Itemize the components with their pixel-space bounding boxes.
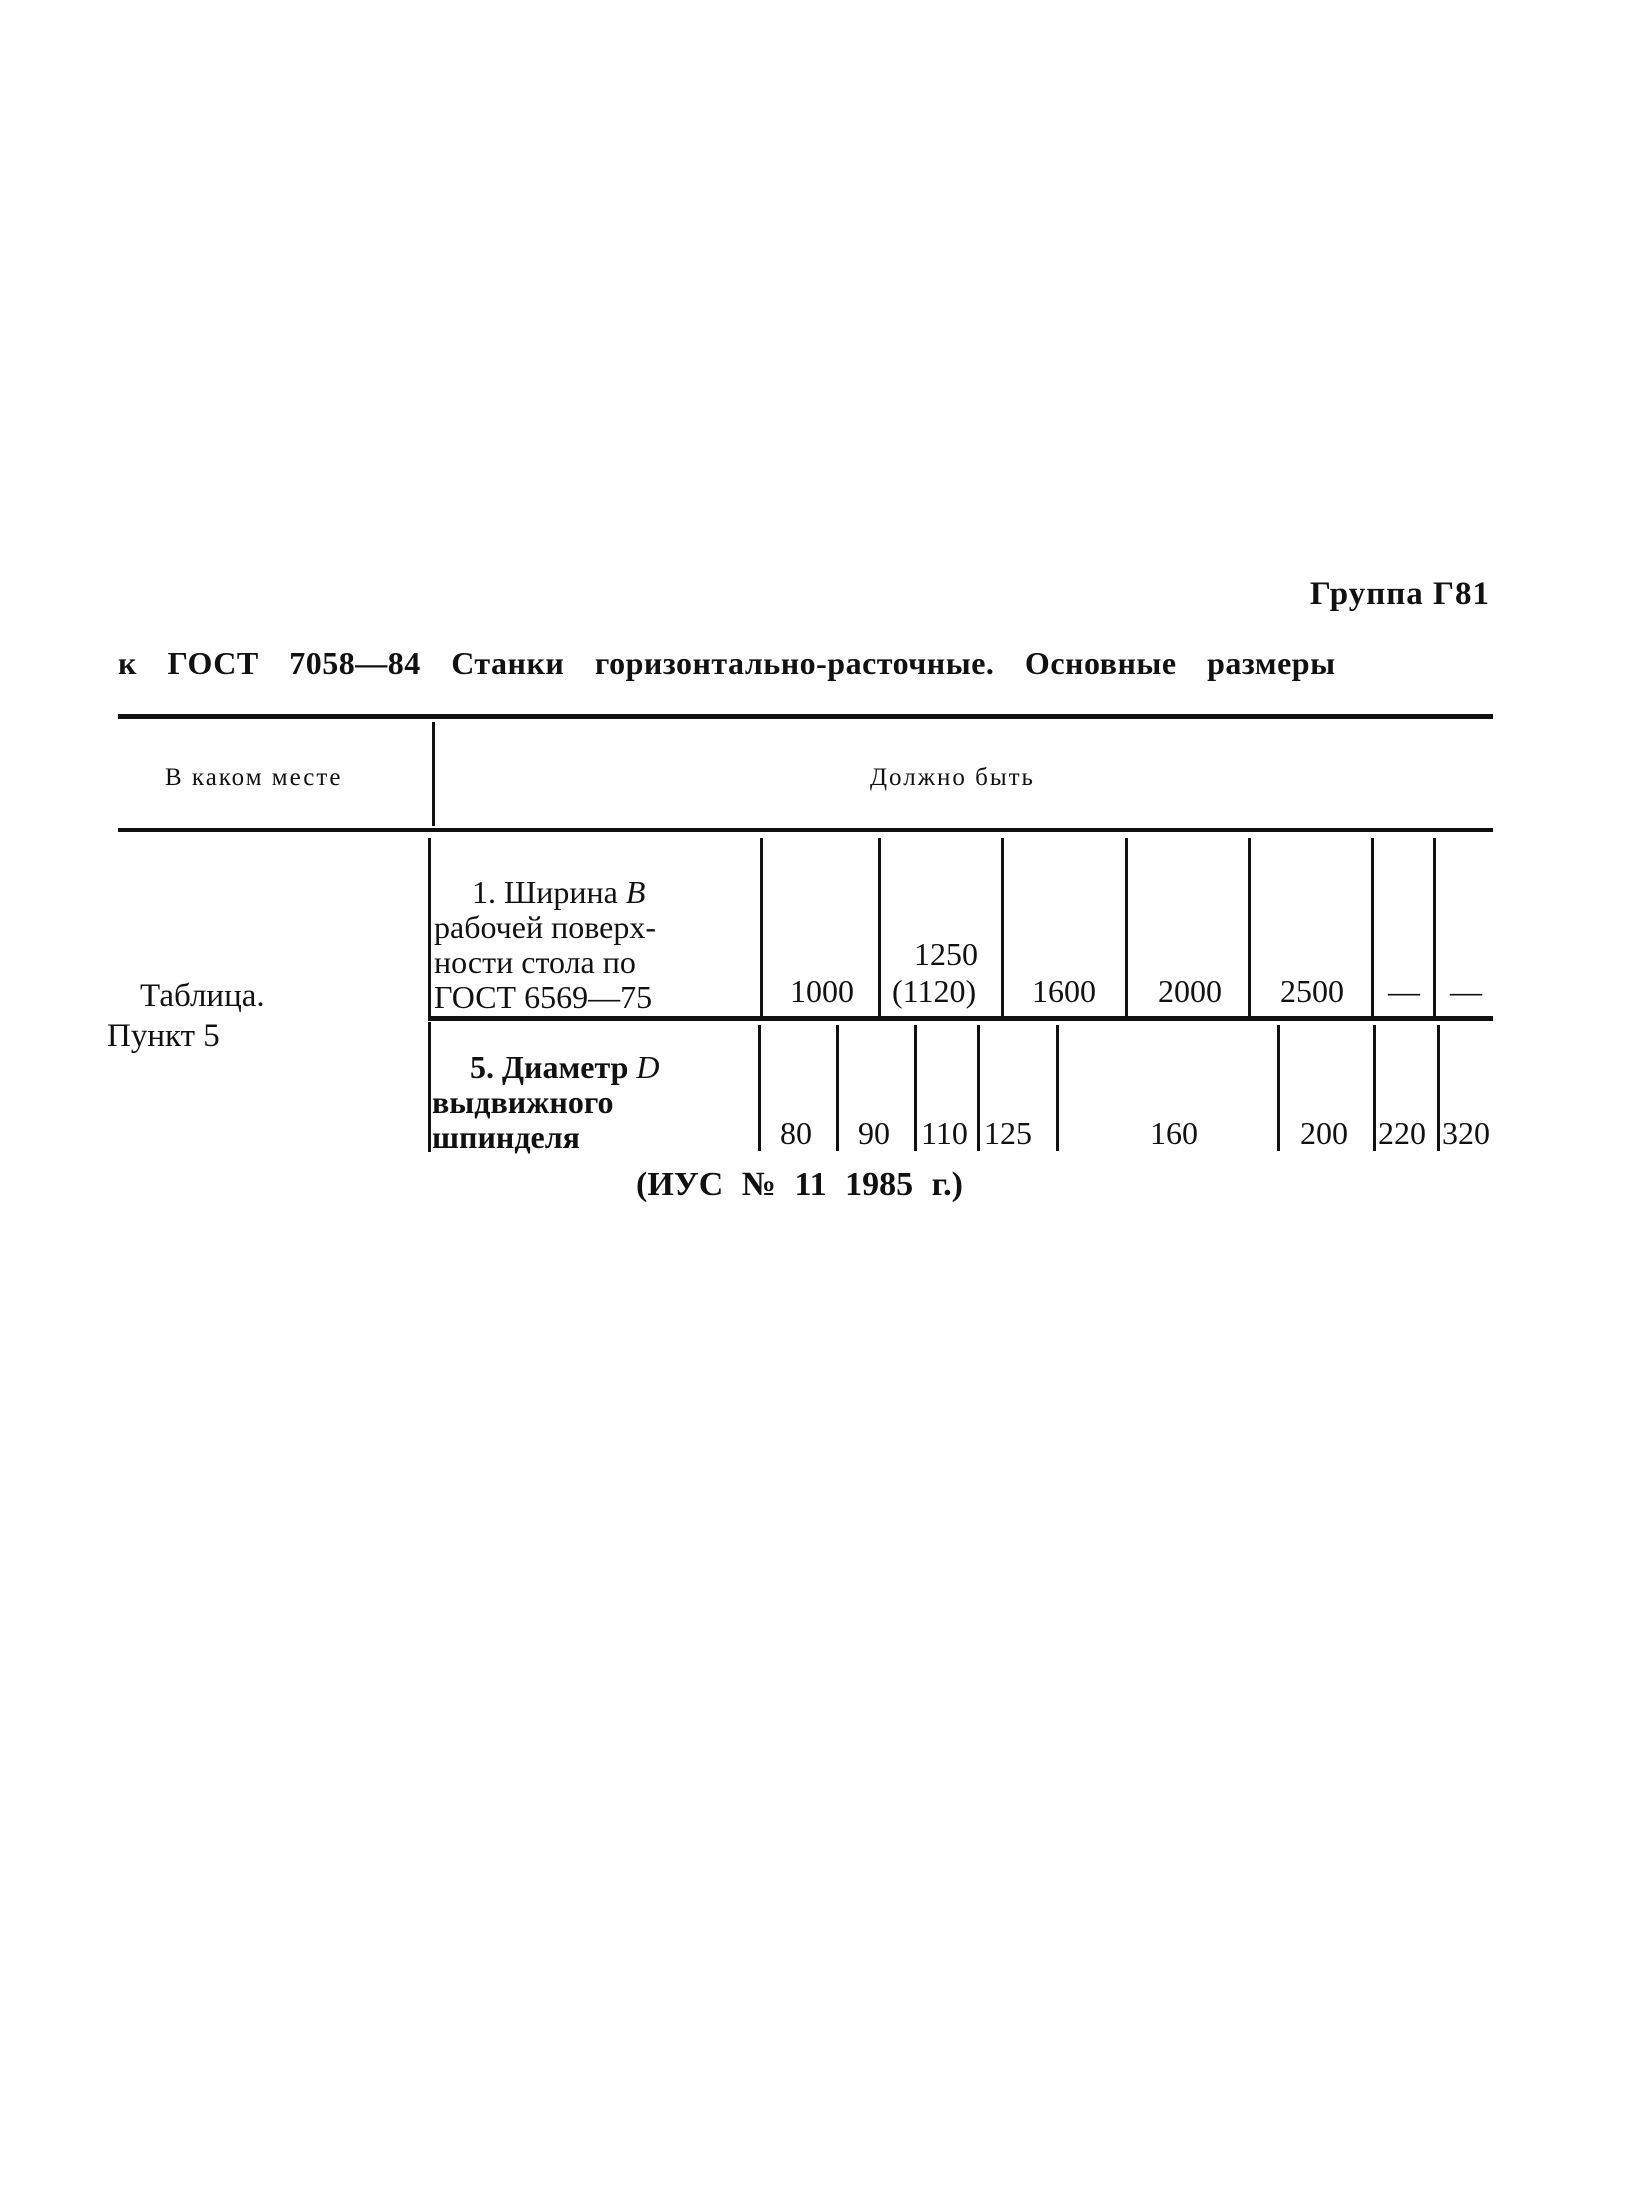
row1-value-1250: 1250 <box>914 936 978 972</box>
row2-value-110: 110 <box>921 1115 968 1151</box>
row2-divider-1 <box>758 1025 761 1151</box>
row2-divider-7 <box>1373 1025 1376 1151</box>
row2-divider-3 <box>914 1025 917 1151</box>
row1-value-1600: 1600 <box>1032 973 1096 1009</box>
header-column-divider <box>432 722 435 826</box>
row1-divider-4 <box>1125 838 1128 1016</box>
row1-desc-prefix: 1. Ширина <box>472 874 618 910</box>
row2-value-220: 220 <box>1378 1115 1426 1151</box>
row1-value-dash-1: — <box>1388 973 1420 1009</box>
row-separator-rule <box>428 1016 1493 1021</box>
row2-value-80: 80 <box>780 1115 812 1151</box>
row2-description <box>432 1050 659 1155</box>
row1-value-dash-2: — <box>1450 973 1482 1009</box>
row1-desc-line4: ГОСТ 6569—75 <box>434 979 653 1015</box>
row1-value-1000: 1000 <box>790 973 854 1009</box>
document-heading: к ГОСТ 7058—84 Станки горизонтально-расточные. Основные размеры <box>118 645 1336 681</box>
row2-left-border <box>428 1022 431 1152</box>
place-line-1: Таблица. <box>140 978 265 1014</box>
row1-divider-5 <box>1248 838 1251 1016</box>
row1-divider-6 <box>1371 838 1374 1016</box>
table-header-rule <box>118 828 1493 832</box>
row2-value-320: 320 <box>1442 1115 1490 1151</box>
row1-divider-7 <box>1433 838 1436 1016</box>
row1-desc-var: B <box>625 874 646 910</box>
row1-left-border <box>428 838 431 1018</box>
row2-value-90: 90 <box>858 1115 890 1151</box>
row1-divider-3 <box>1001 838 1004 1016</box>
row2-desc-prefix: 5. Диаметр <box>470 1049 629 1085</box>
row2-divider-2 <box>836 1025 839 1151</box>
row1-value-2000: 2000 <box>1158 973 1222 1009</box>
column-header-place: В каком месте <box>165 764 343 791</box>
row2-value-200: 200 <box>1300 1115 1348 1151</box>
row2-divider-6 <box>1277 1025 1280 1151</box>
place-line-2: Пункт 5 <box>107 1018 220 1054</box>
row1-value-2500: 2500 <box>1280 973 1344 1009</box>
row1-desc-line3: ности стола по <box>434 944 636 980</box>
row2-value-160: 160 <box>1150 1115 1198 1151</box>
row2-desc-line2: выдвижного <box>432 1084 614 1120</box>
row2-value-125: 125 <box>984 1115 1032 1151</box>
row2-divider-4 <box>977 1025 980 1151</box>
footer-reference: (ИУС № 11 1985 г.) <box>636 1166 963 1203</box>
row2-divider-5 <box>1056 1025 1059 1151</box>
row2-desc-var: D <box>636 1049 660 1085</box>
row1-desc-line2: рабочей поверх- <box>434 909 656 945</box>
row2-divider-8 <box>1437 1025 1440 1151</box>
row2-desc-line3: шпинделя <box>432 1119 580 1155</box>
row1-description <box>434 875 656 1015</box>
column-header-should-be: Должно быть <box>870 764 1035 791</box>
group-label: Группа Г81 <box>1309 576 1490 612</box>
row1-divider-2 <box>878 838 881 1016</box>
row1-value-1120: (1120) <box>892 973 977 1009</box>
row1-divider-1 <box>760 838 763 1016</box>
table-top-rule <box>118 714 1493 719</box>
